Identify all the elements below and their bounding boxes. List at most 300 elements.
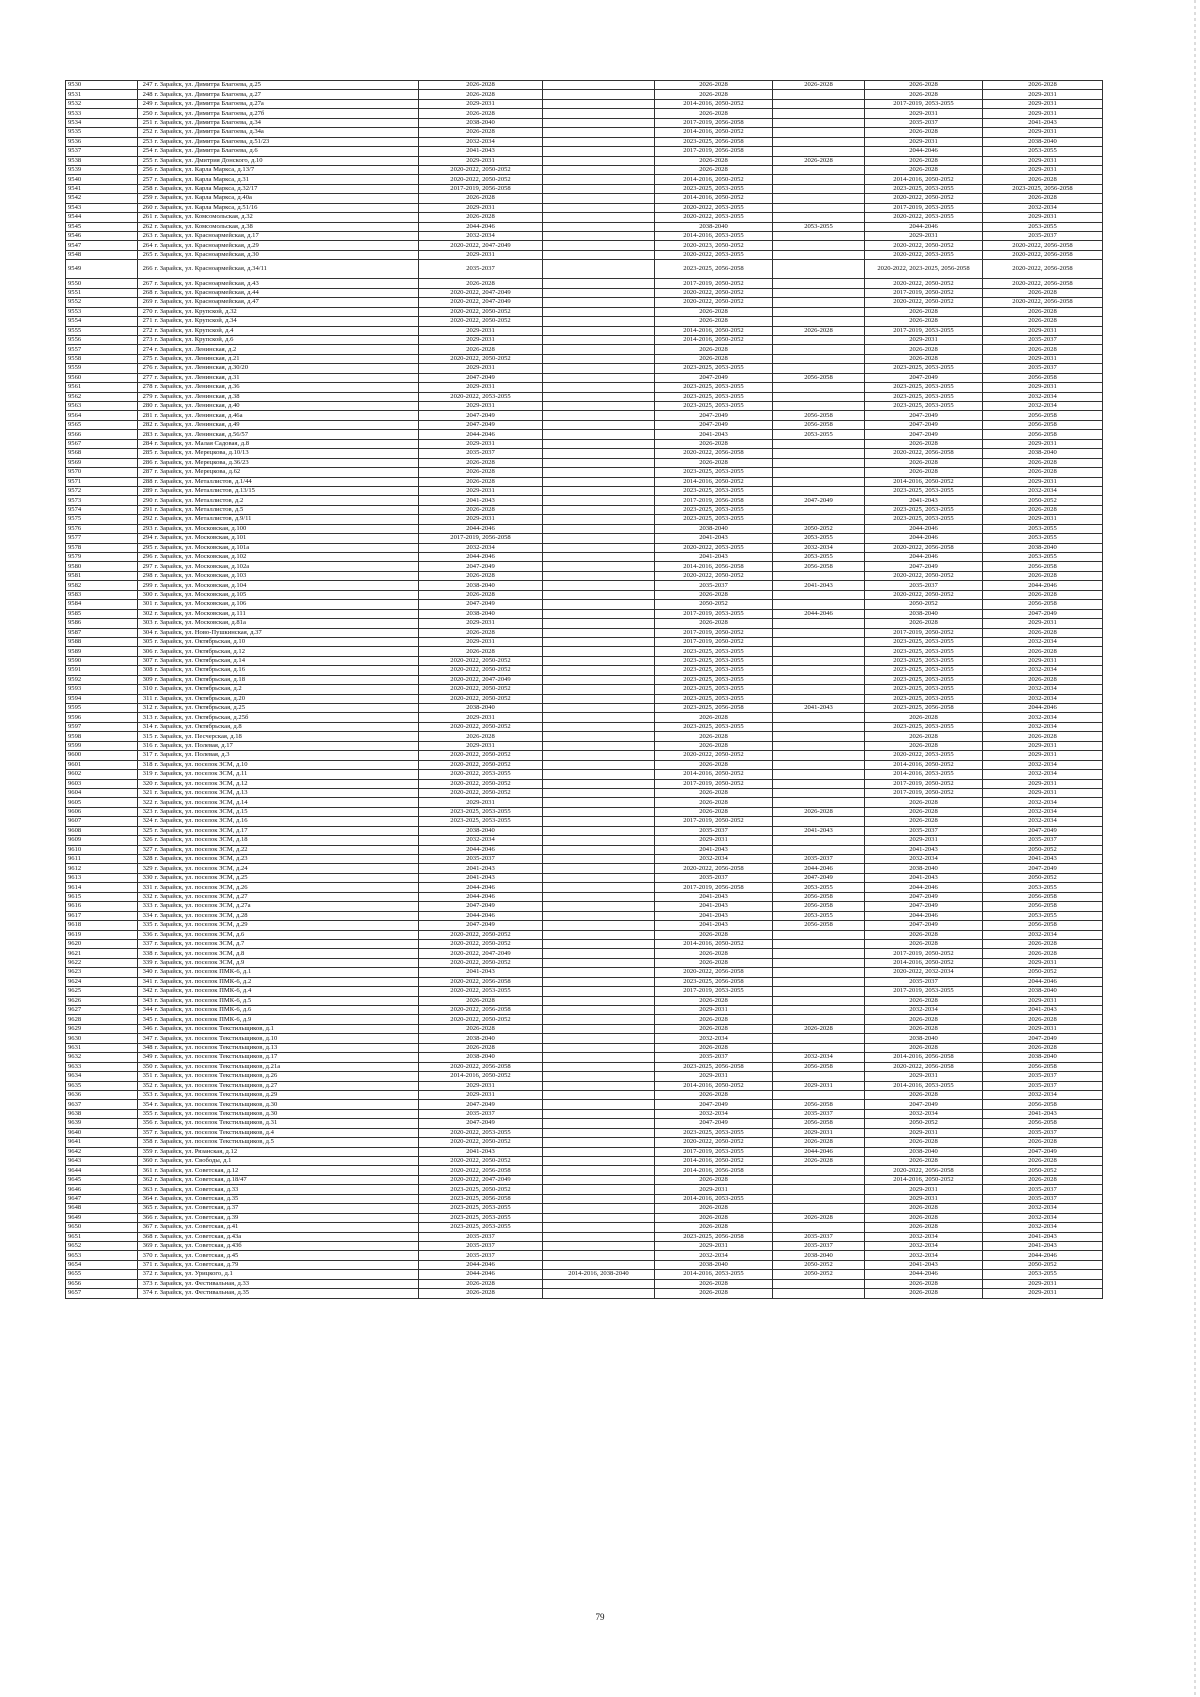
table-cell-num: 313 <box>138 713 154 722</box>
table-cell-period_e: 2032-2034 <box>865 1251 983 1260</box>
table-cell-num: 371 <box>138 1260 154 1269</box>
table-cell-id: 9638 <box>66 1109 138 1118</box>
table-cell-address: г. Зарайск, ул. поселок Текстильщиков, д.26 <box>154 1072 419 1081</box>
table-cell-id: 9535 <box>66 128 138 137</box>
table-cell-num: 307 <box>138 656 154 665</box>
table-cell-period_b <box>543 486 655 495</box>
table-cell-period_b <box>543 288 655 297</box>
table-cell-period_f: 2029-2031 <box>983 383 1103 392</box>
table-cell-period_e: 2047-2049 <box>865 921 983 930</box>
table-cell-period_c: 2014-2016, 2050-2052 <box>655 128 773 137</box>
table-cell-address: г. Зарайск, ул. Димитра Благоева, д.27 <box>154 90 419 99</box>
table-cell-id: 9544 <box>66 213 138 222</box>
table-row <box>66 675 1103 684</box>
table-cell-period_e: 2041-2043 <box>865 845 983 854</box>
table-cell-period_b <box>543 939 655 948</box>
table-cell-period_c: 2041-2043 <box>655 430 773 439</box>
table-cell-num: 360 <box>138 1157 154 1166</box>
table-cell-period_a: 2020-2022, 2050-2052 <box>419 958 543 967</box>
table-cell-period_a: 2029-2031 <box>419 99 543 108</box>
table-cell-id: 9644 <box>66 1166 138 1175</box>
table-cell-period_d <box>773 147 865 156</box>
table-cell-id: 9579 <box>66 553 138 562</box>
table-row <box>66 468 1103 477</box>
table-cell-period_d <box>773 439 865 448</box>
table-cell-period_a: 2044-2046 <box>419 892 543 901</box>
table-row <box>66 486 1103 495</box>
table-cell-period_b <box>543 326 655 335</box>
table-cell-period_f: 2020-2022, 2056-2058 <box>983 260 1103 279</box>
table-cell-period_d <box>773 817 865 826</box>
table-cell-address: г. Зарайск, ул. Димитра Благоева, д.27б <box>154 109 419 118</box>
table-cell-address: г. Зарайск, ул. Карла Маркса, д.51/16 <box>154 203 419 212</box>
table-cell-address: г. Зарайск, ул. Ленинская, д.36 <box>154 383 419 392</box>
table-cell-id: 9624 <box>66 977 138 986</box>
table-cell-id: 9566 <box>66 430 138 439</box>
table-cell-period_f: 2056-2058 <box>983 921 1103 930</box>
table-cell-period_a: 2020-2022, 2056-2058 <box>419 1006 543 1015</box>
table-cell-num: 287 <box>138 468 154 477</box>
table-cell-period_f: 2056-2058 <box>983 1062 1103 1071</box>
table-cell-period_f: 2056-2058 <box>983 1100 1103 1109</box>
table-cell-period_f: 2035-2037 <box>983 1185 1103 1194</box>
table-cell-num: 293 <box>138 524 154 533</box>
table-cell-period_a: 2020-2022, 2053-2055 <box>419 392 543 401</box>
table-cell-period_d: 2044-2046 <box>773 864 865 873</box>
table-cell-period_d <box>773 307 865 316</box>
table-cell-address: г. Зарайск, ул. поселок Текстильщиков, д.29 <box>154 1090 419 1099</box>
table-cell-period_d: 2032-2034 <box>773 1053 865 1062</box>
table-cell-period_d <box>773 1006 865 1015</box>
table-cell-period_e: 2023-2025, 2053-2055 <box>865 383 983 392</box>
table-cell-period_c: 2014-2016, 2050-2052 <box>655 194 773 203</box>
table-cell-num: 306 <box>138 647 154 656</box>
table-cell-num: 295 <box>138 543 154 552</box>
table-cell-id: 9628 <box>66 1015 138 1024</box>
table-cell-period_c: 2023-2025, 2056-2058 <box>655 977 773 986</box>
table-cell-period_a: 2032-2034 <box>419 137 543 146</box>
table-cell-num: 296 <box>138 553 154 562</box>
table-cell-address: г. Зарайск, ул. Московская, д.101а <box>154 543 419 552</box>
table-cell-num: 280 <box>138 402 154 411</box>
table-cell-num: 272 <box>138 326 154 335</box>
table-cell-period_b <box>543 704 655 713</box>
table-cell-period_d <box>773 1279 865 1288</box>
table-cell-id: 9606 <box>66 807 138 816</box>
table-cell-id: 9563 <box>66 402 138 411</box>
table-row <box>66 505 1103 514</box>
table-cell-address: г. Зарайск, ул. поселок ЗСМ, д.27 <box>154 892 419 901</box>
table-cell-period_d <box>773 694 865 703</box>
table-cell-period_f: 2041-2043 <box>983 1109 1103 1118</box>
table-cell-period_e: 2029-2031 <box>865 109 983 118</box>
table-row <box>66 524 1103 533</box>
table-row <box>66 637 1103 646</box>
table-cell-id: 9548 <box>66 250 138 259</box>
table-cell-period_f: 2032-2034 <box>983 694 1103 703</box>
table-cell-num: 325 <box>138 826 154 835</box>
table-cell-num: 273 <box>138 335 154 344</box>
table-cell-period_f: 2029-2031 <box>983 439 1103 448</box>
table-row <box>66 1213 1103 1222</box>
table-cell-period_e: 2014-2016, 2050-2052 <box>865 958 983 967</box>
table-cell-period_b <box>543 1100 655 1109</box>
table-cell-period_e: 2017-2019, 2053-2055 <box>865 326 983 335</box>
table-cell-period_b <box>543 619 655 628</box>
table-cell-num: 369 <box>138 1241 154 1250</box>
table-cell-period_a: 2026-2028 <box>419 590 543 599</box>
table-cell-period_c: 2014-2016, 2050-2052 <box>655 175 773 184</box>
table-row <box>66 666 1103 675</box>
table-cell-period_a: 2020-2022, 2056-2058 <box>419 1166 543 1175</box>
table-cell-period_e: 2026-2028 <box>865 1279 983 1288</box>
table-cell-period_f: 2029-2031 <box>983 619 1103 628</box>
table-cell-period_a: 2020-2022, 2050-2052 <box>419 685 543 694</box>
table-row <box>66 1109 1103 1118</box>
table-cell-period_a: 2026-2028 <box>419 628 543 637</box>
table-cell-period_d <box>773 99 865 108</box>
page-number: 79 <box>595 1612 605 1622</box>
table-cell-period_d: 2026-2028 <box>773 1213 865 1222</box>
table-cell-period_e: 2023-2025, 2053-2055 <box>865 675 983 684</box>
table-row <box>66 232 1103 241</box>
table-cell-id: 9601 <box>66 760 138 769</box>
table-cell-period_e: 2032-2034 <box>865 855 983 864</box>
table-cell-period_d <box>773 590 865 599</box>
table-cell-period_f: 2050-2052 <box>983 496 1103 505</box>
table-row <box>66 137 1103 146</box>
table-cell-address: г. Зарайск, ул. поселок Текстильщиков, д.4 <box>154 1128 419 1137</box>
table-cell-period_c: 2020-2022, 2050-2052 <box>655 571 773 580</box>
table-cell-period_f: 2038-2040 <box>983 137 1103 146</box>
table-cell-period_b <box>543 1147 655 1156</box>
table-cell-num: 261 <box>138 213 154 222</box>
table-cell-period_e: 2020-2022, 2050-2052 <box>865 298 983 307</box>
table-cell-num: 302 <box>138 609 154 618</box>
table-cell-period_c: 2020-2022, 2050-2052 <box>655 751 773 760</box>
table-cell-period_c: 2014-2016, 2053-2055 <box>655 1194 773 1203</box>
table-cell-id: 9587 <box>66 628 138 637</box>
table-row <box>66 1260 1103 1269</box>
table-cell-period_b <box>543 439 655 448</box>
table-cell-id: 9543 <box>66 203 138 212</box>
table-cell-address: г. Зарайск, ул. Красноармейская, д.44 <box>154 288 419 297</box>
table-row <box>66 99 1103 108</box>
table-cell-period_f: 2026-2028 <box>983 628 1103 637</box>
table-cell-num: 304 <box>138 628 154 637</box>
table-cell-id: 9561 <box>66 383 138 392</box>
table-cell-period_f: 2032-2034 <box>983 798 1103 807</box>
table-row <box>66 279 1103 288</box>
table-cell-period_a: 2032-2034 <box>419 232 543 241</box>
table-cell-id: 9554 <box>66 317 138 326</box>
table-cell-period_f: 2041-2043 <box>983 855 1103 864</box>
table-cell-address: г. Зарайск, ул. Октябрьская, д.10 <box>154 637 419 646</box>
table-cell-period_d: 2053-2055 <box>773 430 865 439</box>
table-cell-id: 9532 <box>66 99 138 108</box>
table-cell-period_a: 2038-2040 <box>419 118 543 127</box>
table-cell-period_e: 2026-2028 <box>865 128 983 137</box>
table-cell-period_e: 2026-2028 <box>865 165 983 174</box>
table-row <box>66 1024 1103 1033</box>
table-cell-period_d <box>773 977 865 986</box>
table-row <box>66 194 1103 203</box>
table-row <box>66 128 1103 137</box>
table-cell-period_b <box>543 307 655 316</box>
table-row <box>66 477 1103 486</box>
table-cell-id: 9584 <box>66 600 138 609</box>
table-cell-address: г. Зарайск, ул. Ново-Пушкинская, д.37 <box>154 628 419 637</box>
table-cell-period_e: 2020-2022, 2023-2025, 2056-2058 <box>865 260 983 279</box>
table-cell-num: 351 <box>138 1072 154 1081</box>
table-cell-period_e: 2020-2022, 2053-2055 <box>865 751 983 760</box>
table-cell-id: 9615 <box>66 892 138 901</box>
table-cell-period_c: 2029-2031 <box>655 836 773 845</box>
table-cell-address: г. Зарайск, ул. поселок Текстильщиков, д.5 <box>154 1138 419 1147</box>
table-cell-period_e: 2044-2046 <box>865 883 983 892</box>
table-cell-period_b <box>543 788 655 797</box>
table-cell-period_a: 2020-2022, 2047-2049 <box>419 1175 543 1184</box>
table-cell-period_e: 2029-2031 <box>865 1194 983 1203</box>
table-cell-period_c: 2026-2028 <box>655 619 773 628</box>
table-cell-num: 275 <box>138 354 154 363</box>
table-cell-period_d: 2044-2046 <box>773 609 865 618</box>
table-cell-period_c: 2017-2019, 2056-2058 <box>655 147 773 156</box>
table-row <box>66 109 1103 118</box>
table-cell-period_e: 2020-2022, 2050-2052 <box>865 241 983 250</box>
table-cell-period_b <box>543 81 655 90</box>
table-cell-id: 9649 <box>66 1213 138 1222</box>
table-cell-period_a: 2020-2022, 2050-2052 <box>419 722 543 731</box>
table-cell-id: 9541 <box>66 184 138 193</box>
table-cell-period_a: 2044-2046 <box>419 1260 543 1269</box>
table-cell-period_c: 2020-2022, 2053-2055 <box>655 213 773 222</box>
table-cell-num: 279 <box>138 392 154 401</box>
table-cell-num: 299 <box>138 581 154 590</box>
table-cell-id: 9630 <box>66 1034 138 1043</box>
table-row <box>66 1270 1103 1279</box>
table-cell-num: 339 <box>138 958 154 967</box>
table-cell-period_e: 2026-2028 <box>865 619 983 628</box>
table-cell-id: 9640 <box>66 1128 138 1137</box>
table-row <box>66 1081 1103 1090</box>
table-cell-period_c: 2032-2034 <box>655 1109 773 1118</box>
table-cell-period_f: 2056-2058 <box>983 902 1103 911</box>
table-cell-id: 9565 <box>66 420 138 429</box>
table-cell-num: 309 <box>138 675 154 684</box>
table-cell-period_d <box>773 1223 865 1232</box>
table-cell-address: г. Зарайск, ул. Октябрьская, д.2 <box>154 685 419 694</box>
table-row <box>66 1090 1103 1099</box>
table-cell-period_e: 2029-2031 <box>865 836 983 845</box>
table-cell-num: 357 <box>138 1128 154 1137</box>
table-cell-period_c: 2035-2037 <box>655 873 773 882</box>
table-cell-period_b <box>543 902 655 911</box>
table-cell-period_c: 2050-2052 <box>655 600 773 609</box>
table-cell-id: 9635 <box>66 1081 138 1090</box>
table-row <box>66 779 1103 788</box>
table-cell-period_f: 2029-2031 <box>983 741 1103 750</box>
table-cell-id: 9603 <box>66 779 138 788</box>
table-cell-period_d <box>773 930 865 939</box>
table-cell-period_e: 2020-2022, 2056-2058 <box>865 543 983 552</box>
table-cell-period_a: 2029-2031 <box>419 364 543 373</box>
table-cell-num: 312 <box>138 704 154 713</box>
table-cell-period_f: 2056-2058 <box>983 562 1103 571</box>
table-cell-num: 247 <box>138 81 154 90</box>
table-cell-address: г. Зарайск, ул. Ленинская, д.30/20 <box>154 364 419 373</box>
table-cell-id: 9589 <box>66 647 138 656</box>
table-cell-num: 281 <box>138 411 154 420</box>
table-cell-address: г. Зарайск, ул. Советская, д.45 <box>154 1251 419 1260</box>
table-cell-address: г. Зарайск, ул. поселок ЗСМ, д.10 <box>154 760 419 769</box>
table-cell-period_c: 2026-2028 <box>655 439 773 448</box>
table-cell-period_f: 2047-2049 <box>983 609 1103 618</box>
table-cell-id: 9534 <box>66 118 138 127</box>
table-cell-period_c: 2026-2028 <box>655 930 773 939</box>
table-cell-period_a: 2020-2022, 2050-2052 <box>419 788 543 797</box>
table-cell-num: 319 <box>138 770 154 779</box>
table-cell-period_a: 2029-2031 <box>419 741 543 750</box>
table-cell-period_c: 2026-2028 <box>655 1213 773 1222</box>
table-cell-address: г. Зарайск, ул. Советская, д.41 <box>154 1223 419 1232</box>
table-cell-period_e: 2035-2037 <box>865 977 983 986</box>
table-row <box>66 609 1103 618</box>
table-cell-period_d <box>773 968 865 977</box>
table-cell-period_e: 2026-2028 <box>865 468 983 477</box>
table-cell-period_b <box>543 1062 655 1071</box>
table-cell-period_c: 2026-2028 <box>655 732 773 741</box>
table-cell-period_b <box>543 515 655 524</box>
table-cell-period_c: 2017-2019, 2053-2055 <box>655 987 773 996</box>
table-cell-period_c: 2014-2016, 2053-2055 <box>655 232 773 241</box>
table-row <box>66 1194 1103 1203</box>
table-cell-id: 9531 <box>66 90 138 99</box>
table-cell-period_c: 2023-2025, 2056-2058 <box>655 260 773 279</box>
table-cell-period_a: 2029-2031 <box>419 383 543 392</box>
table-cell-period_a: 2047-2049 <box>419 411 543 420</box>
table-cell-period_b <box>543 553 655 562</box>
table-cell-period_d: 2047-2049 <box>773 873 865 882</box>
table-cell-period_f: 2026-2028 <box>983 571 1103 580</box>
table-cell-id: 9602 <box>66 770 138 779</box>
table-cell-period_c: 2026-2028 <box>655 109 773 118</box>
table-cell-num: 294 <box>138 534 154 543</box>
table-row <box>66 722 1103 731</box>
table-cell-period_e: 2014-2016, 2053-2055 <box>865 770 983 779</box>
table-cell-period_c: 2020-2022, 2050-2052 <box>655 1138 773 1147</box>
table-cell-id: 9620 <box>66 939 138 948</box>
table-cell-period_f: 2029-2031 <box>983 156 1103 165</box>
table-cell-period_d <box>773 109 865 118</box>
table-cell-period_a: 2020-2022, 2047-2049 <box>419 241 543 250</box>
table-cell-period_b <box>543 99 655 108</box>
table-cell-period_e: 2026-2028 <box>865 1204 983 1213</box>
table-row <box>66 987 1103 996</box>
table-cell-period_e: 2023-2025, 2053-2055 <box>865 505 983 514</box>
table-cell-period_f: 2026-2028 <box>983 288 1103 297</box>
table-row <box>66 420 1103 429</box>
table-cell-period_e: 2044-2046 <box>865 553 983 562</box>
table-cell-num: 276 <box>138 364 154 373</box>
table-row <box>66 147 1103 156</box>
table-cell-num: 350 <box>138 1062 154 1071</box>
table-cell-period_e: 2026-2028 <box>865 1043 983 1052</box>
table-cell-period_b <box>543 637 655 646</box>
table-cell-period_f: 2029-2031 <box>983 213 1103 222</box>
table-cell-address: г. Зарайск, ул. Красноармейская, д.29 <box>154 241 419 250</box>
table-cell-period_d <box>773 383 865 392</box>
table-cell-period_a: 2029-2031 <box>419 798 543 807</box>
table-cell-period_b <box>543 203 655 212</box>
table-row <box>66 704 1103 713</box>
table-cell-period_a: 2047-2049 <box>419 600 543 609</box>
table-cell-address: г. Зарайск, ул. поселок ПМК-6, д.4 <box>154 987 419 996</box>
table-cell-id: 9611 <box>66 855 138 864</box>
table-cell-num: 372 <box>138 1270 154 1279</box>
table-cell-period_f: 2020-2022, 2056-2058 <box>983 241 1103 250</box>
table-cell-id: 9623 <box>66 968 138 977</box>
table-cell-period_c: 2026-2028 <box>655 307 773 316</box>
table-cell-period_f: 2038-2040 <box>983 1053 1103 1062</box>
table-cell-period_e: 2020-2022, 2050-2052 <box>865 194 983 203</box>
table-row <box>66 864 1103 873</box>
table-cell-period_d <box>773 279 865 288</box>
table-row <box>66 373 1103 382</box>
table-cell-period_c: 2026-2028 <box>655 798 773 807</box>
table-cell-num: 340 <box>138 968 154 977</box>
table-cell-address: г. Зарайск, ул. Московская, д.104 <box>154 581 419 590</box>
table-cell-period_c: 2026-2028 <box>655 590 773 599</box>
table-cell-period_e: 2032-2034 <box>865 1006 983 1015</box>
table-cell-address: г. Зарайск, ул. поселок ЗСМ, д.28 <box>154 911 419 920</box>
table-cell-id: 9647 <box>66 1194 138 1203</box>
table-cell-period_f: 2035-2037 <box>983 232 1103 241</box>
table-cell-period_a: 2026-2028 <box>419 109 543 118</box>
table-cell-address: г. Зарайск, ул. поселок Текстильщиков, д.10 <box>154 1034 419 1043</box>
table-cell-period_f: 2026-2028 <box>983 81 1103 90</box>
table-cell-period_c: 2035-2037 <box>655 1053 773 1062</box>
table-cell-address: г. Зарайск, ул. Московская, д.111 <box>154 609 419 618</box>
table-cell-num: 356 <box>138 1119 154 1128</box>
table-cell-period_b <box>543 165 655 174</box>
table-cell-period_e: 2029-2031 <box>865 232 983 241</box>
table-cell-period_f: 2029-2031 <box>983 751 1103 760</box>
table-cell-period_c: 2026-2028 <box>655 741 773 750</box>
table-cell-period_d: 2041-2043 <box>773 826 865 835</box>
table-cell-period_b <box>543 1232 655 1241</box>
table-cell-period_f: 2032-2034 <box>983 760 1103 769</box>
table-cell-address: г. Зарайск, ул. Ленинская, д.56/57 <box>154 430 419 439</box>
table-cell-period_b <box>543 175 655 184</box>
table-cell-period_b <box>543 751 655 760</box>
table-cell-period_a: 2041-2043 <box>419 496 543 505</box>
table-row <box>66 713 1103 722</box>
table-row <box>66 939 1103 948</box>
table-cell-id: 9596 <box>66 713 138 722</box>
table-cell-period_d <box>773 1289 865 1298</box>
table-cell-period_b <box>543 1213 655 1222</box>
table-cell-num: 265 <box>138 250 154 259</box>
table-cell-period_c: 2026-2028 <box>655 1043 773 1052</box>
table-cell-period_f: 2053-2055 <box>983 911 1103 920</box>
table-cell-period_d <box>773 600 865 609</box>
table-cell-period_e: 2038-2040 <box>865 1147 983 1156</box>
table-cell-address: г. Зарайск, ул. Дмитрия Донского, д.10 <box>154 156 419 165</box>
table-cell-period_d: 2026-2028 <box>773 1157 865 1166</box>
table-cell-period_a: 2014-2016, 2050-2052 <box>419 1072 543 1081</box>
table-cell-num: 334 <box>138 911 154 920</box>
